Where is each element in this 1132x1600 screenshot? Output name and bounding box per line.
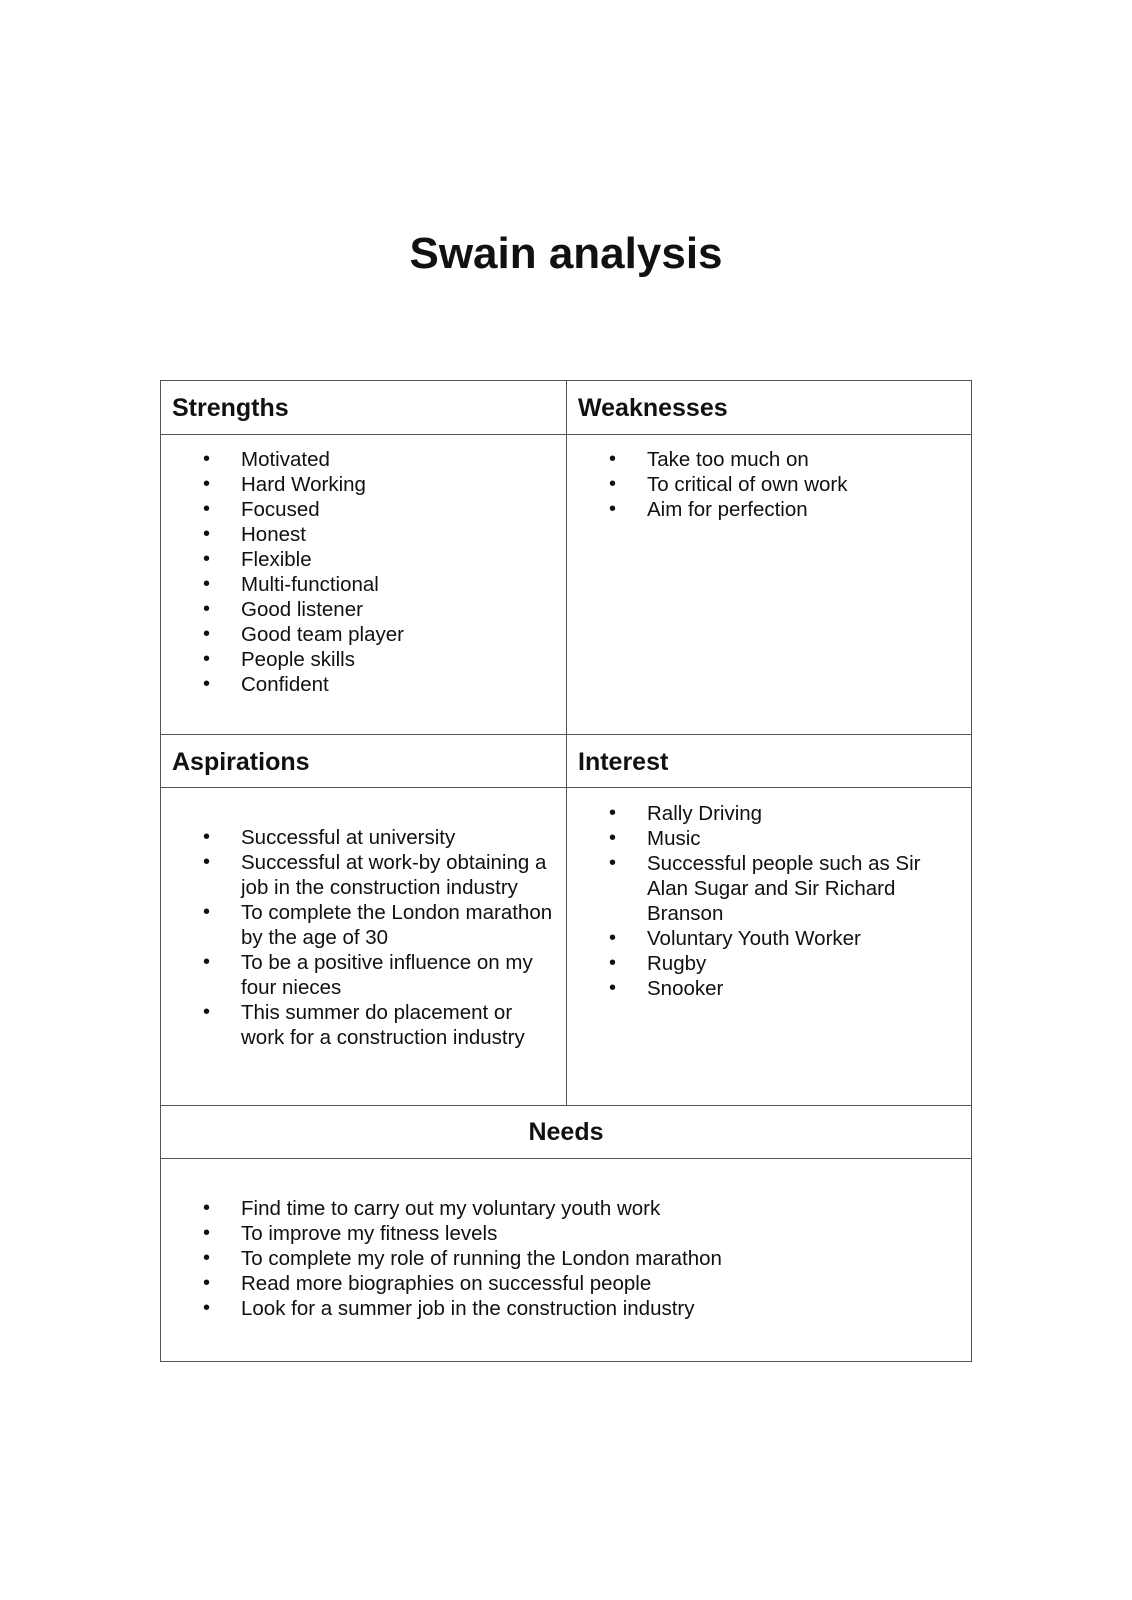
weaknesses-list (567, 447, 967, 522)
strengths-item: • Multi-functional (161, 572, 561, 597)
aspirations-item: • To complete the London marathon by the age of 30 (161, 900, 555, 950)
needs-item: • To improve my fitness levels (161, 1221, 961, 1246)
strengths-list (161, 447, 561, 697)
strengths-item: • Confident (161, 672, 561, 697)
aspirations-item: • To be a positive influence on my four nieces (161, 950, 555, 1000)
interest-item: • Snooker (567, 976, 937, 1001)
interest-item: • Music (567, 826, 937, 851)
weaknesses-heading: Weaknesses (578, 394, 728, 422)
page-title: Swain analysis (409, 229, 723, 278)
needs-item: • Find time to carry out my voluntary youth work (161, 1196, 961, 1221)
strengths-item: • Honest (161, 522, 561, 547)
weaknesses-item: • Take too much on (567, 447, 967, 472)
needs-item: • To complete my role of running the London marathon (161, 1246, 961, 1271)
aspirations-item: • Successful at university (161, 825, 555, 850)
strengths-item: • Hard Working (161, 472, 561, 497)
needs-heading: Needs (528, 1118, 604, 1146)
strengths-heading: Strengths (172, 394, 289, 422)
strengths-item: • Good team player (161, 622, 561, 647)
strengths-item: • People skills (161, 647, 561, 672)
interest-item: • Rugby (567, 951, 937, 976)
interest-item: • Rally Driving (567, 801, 937, 826)
interest-list (567, 801, 937, 1001)
needs-list (161, 1196, 961, 1321)
swain-table (160, 380, 972, 1362)
needs-item: • Read more biographies on successful people (161, 1271, 961, 1296)
strengths-item: • Motivated (161, 447, 561, 472)
divider (161, 1105, 971, 1106)
interest-item: • Successful people such as Sir Alan Sugar and Sir Richard Branson (567, 851, 937, 926)
divider (161, 1158, 971, 1159)
aspirations-item: • This summer do placement or work for a construction industry (161, 1000, 555, 1050)
needs-item: • Look for a summer job in the construction industry (161, 1296, 961, 1321)
strengths-item: • Good listener (161, 597, 561, 622)
aspirations-heading: Aspirations (172, 748, 310, 776)
interest-item: • Voluntary Youth Worker (567, 926, 937, 951)
weaknesses-item: • To critical of own work (567, 472, 967, 497)
aspirations-item: • Successful at work-by obtaining a job in the construction industry (161, 850, 555, 900)
weaknesses-item: • Aim for perfection (567, 497, 967, 522)
strengths-item: • Focused (161, 497, 561, 522)
aspirations-list (161, 825, 555, 1050)
interest-heading: Interest (578, 748, 669, 776)
strengths-item: • Flexible (161, 547, 561, 572)
